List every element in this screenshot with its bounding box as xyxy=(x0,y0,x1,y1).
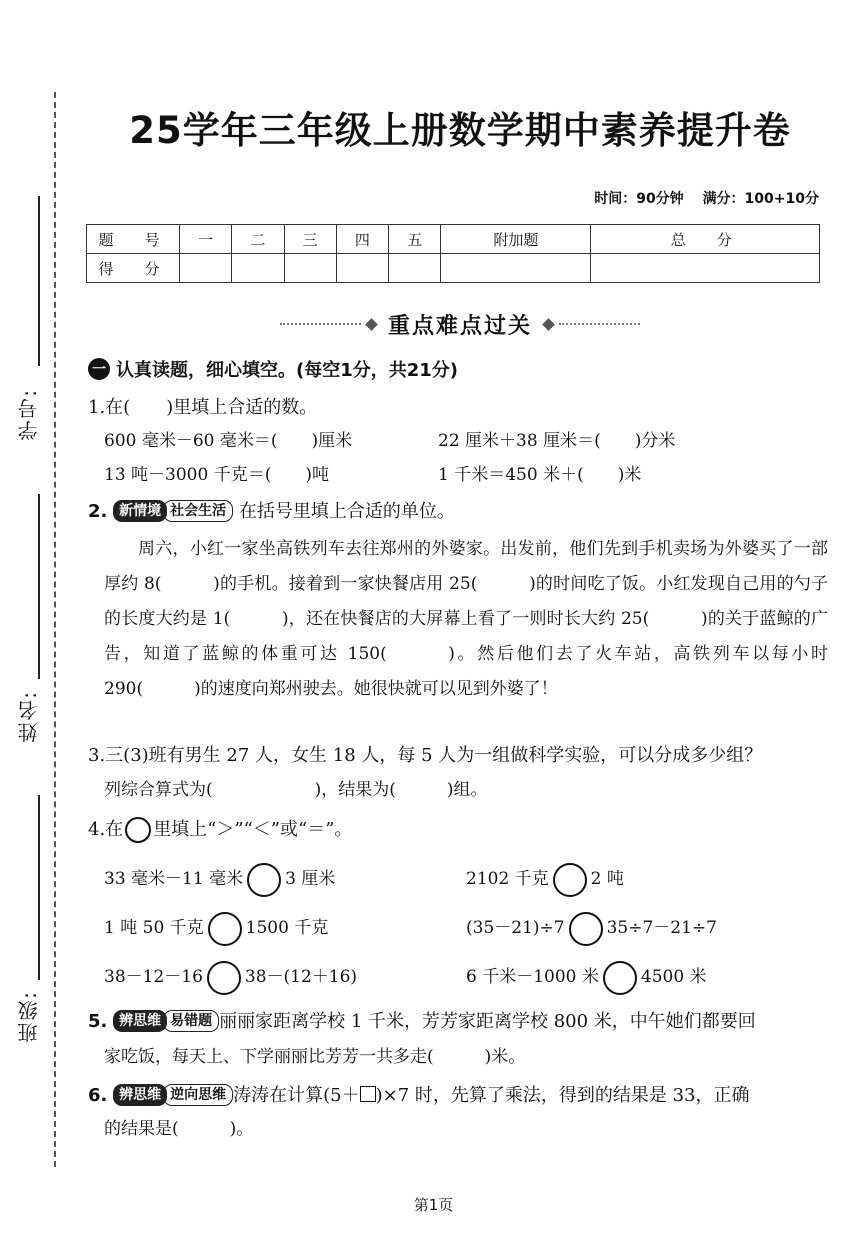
score-table-score-row xyxy=(87,254,820,283)
score-input-cell[interactable] xyxy=(389,254,441,283)
tag-badge: 易错题 xyxy=(163,1010,219,1032)
score-table-cell: 总 分 xyxy=(591,225,820,254)
compare-item xyxy=(104,862,335,897)
score-table-header-row xyxy=(87,225,820,254)
question-6-line xyxy=(88,1078,750,1114)
student-id-label: 学号: xyxy=(17,388,41,441)
question-text: 在括号里填上合适的单位。 xyxy=(238,501,455,522)
exam-time: 时间：90分钟 xyxy=(594,191,684,207)
student-id-line xyxy=(38,196,40,366)
question-number: 5. xyxy=(88,1011,108,1032)
part-number-badge: 一 xyxy=(88,358,110,380)
tag-badge: 辨思维 xyxy=(113,1084,167,1106)
compare-right: 1500 千克 xyxy=(245,918,329,938)
question-text: 里填上“＞”“＜”或“＝”。 xyxy=(153,819,353,840)
question-number: 2. xyxy=(88,501,108,522)
compare-left: 1 吨 50 千克 xyxy=(104,918,204,938)
question-1-stem: 1.在( )里填上合适的数。 xyxy=(88,397,318,418)
score-input-cell[interactable] xyxy=(441,254,591,283)
question-text: )×7 时，先算了乘法，得到的结果是 33，正确 xyxy=(375,1085,750,1106)
tag-badge: 新情境 xyxy=(113,500,167,522)
compare-circle[interactable] xyxy=(569,912,603,946)
compare-right: 2 吨 xyxy=(590,869,624,889)
score-table xyxy=(86,224,820,283)
score-input-cell[interactable] xyxy=(336,254,388,283)
compare-right: 3 厘米 xyxy=(285,869,336,889)
score-table-cell: 一 xyxy=(180,225,232,254)
name-label: 姓名: xyxy=(17,690,41,743)
question-1-item: 22 厘米＋38 厘米＝( )分米 xyxy=(438,431,676,451)
binding-dashed-line xyxy=(54,92,56,1167)
part-title: 认真读题，细心填空。(每空1分，共21分) xyxy=(116,360,459,381)
question-3-line: 3.三(3)班有男生 27 人，女生 18 人，每 5 人为一组做科学实验，可以分成多少组？ xyxy=(88,745,763,766)
question-1-item: 1 千米＝450 米＋( )米 xyxy=(438,465,642,485)
compare-circle[interactable] xyxy=(603,961,637,995)
compare-left: 6 千米－1000 米 xyxy=(466,967,599,987)
exam-full-score: 满分：100+10分 xyxy=(702,191,819,207)
diamond-icon xyxy=(542,318,555,331)
compare-right: 4500 米 xyxy=(640,967,707,987)
compare-left: 2102 千克 xyxy=(466,869,549,889)
compare-left: 38－12－16 xyxy=(104,967,203,987)
compare-circle[interactable] xyxy=(207,961,241,995)
compare-right: 35÷7－21÷7 xyxy=(606,918,717,938)
question-1-item: 600 毫米－60 毫米＝( )厘米 xyxy=(104,431,353,451)
score-table-cell: 四 xyxy=(336,225,388,254)
score-input-cell[interactable] xyxy=(232,254,284,283)
question-number: 6. xyxy=(88,1085,108,1106)
score-input-cell[interactable] xyxy=(284,254,336,283)
tag-badge: 社会生活 xyxy=(163,500,233,522)
part-heading xyxy=(88,356,458,382)
compare-circle[interactable] xyxy=(208,912,242,946)
blank-box-icon xyxy=(360,1086,376,1102)
score-table-cell: 二 xyxy=(232,225,284,254)
compare-left: (35－21)÷7 xyxy=(466,918,565,938)
compare-item xyxy=(466,911,717,946)
tag-badge: 辨思维 xyxy=(113,1010,167,1032)
diamond-icon xyxy=(365,318,378,331)
tag-badge: 逆向思维 xyxy=(163,1084,233,1106)
compare-circle[interactable] xyxy=(553,863,587,897)
compare-item xyxy=(466,960,707,995)
question-1-item: 13 吨－3000 千克＝( )吨 xyxy=(104,465,329,485)
score-table-cell: 三 xyxy=(284,225,336,254)
paragraph-text: 周六，小红一家坐高铁列车去往郑州的外婆家。出发前，他们先到手机卖场为外婆买了一部厚约 8( )的手机。接着到一家快餐店用 25( )的时间吃了饭。小红发现自己用的勺子的长度大约是 1( )，还在快餐店的大屏幕上看了一则时长大约 25( )的关于蓝鲸的广告，知道了蓝鲸的体重可达 150( )。然后他们去了火车站，高铁列车以每小时 290( )的速度向郑州驶去。她很快就可以见到外婆了！ xyxy=(104,539,828,699)
score-table-cell: 五 xyxy=(389,225,441,254)
question-6-line: 的结果是( )。 xyxy=(104,1119,254,1139)
banner-divider xyxy=(559,323,640,325)
compare-right: 38－(12＋16) xyxy=(244,967,358,987)
name-line xyxy=(38,494,40,679)
question-2-stem xyxy=(88,494,455,530)
compare-circle[interactable] xyxy=(247,863,281,897)
score-table-cell: 题 号 xyxy=(87,225,180,254)
question-text: 涛涛在计算(5＋ xyxy=(233,1085,360,1106)
banner-divider xyxy=(280,323,361,325)
score-table-cell: 得 分 xyxy=(87,254,180,283)
section-banner xyxy=(280,306,640,342)
class-line xyxy=(38,795,40,980)
score-input-cell[interactable] xyxy=(591,254,820,283)
compare-item xyxy=(104,960,357,995)
compare-item xyxy=(104,911,328,946)
question-text: 4.在 xyxy=(88,819,124,840)
question-5-line: 家吃饭，每天上、下学丽丽比芳芳一共多走( )米。 xyxy=(104,1047,526,1067)
question-2-paragraph xyxy=(104,532,828,707)
compare-item xyxy=(466,862,624,897)
page-title: 25学年三年级上册数学期中素养提升卷 xyxy=(129,109,791,152)
class-label: 班级: xyxy=(17,990,41,1043)
question-text: 丽丽家距离学校 1 千米，芳芳家距离学校 800 米，中午她们都要回 xyxy=(219,1011,756,1032)
score-table-cell: 附加题 xyxy=(441,225,591,254)
page-number: 第1页 xyxy=(413,1196,454,1214)
question-4-stem xyxy=(88,812,352,848)
exam-meta xyxy=(580,188,819,208)
question-5-line xyxy=(88,1004,756,1040)
section-title: 重点难点过关 xyxy=(388,313,533,339)
compare-left: 33 毫米－11 毫米 xyxy=(104,869,244,889)
compare-circle-icon xyxy=(125,817,151,843)
score-input-cell[interactable] xyxy=(180,254,232,283)
question-3-line: 列综合算式为( )，结果为( )组。 xyxy=(104,780,488,800)
